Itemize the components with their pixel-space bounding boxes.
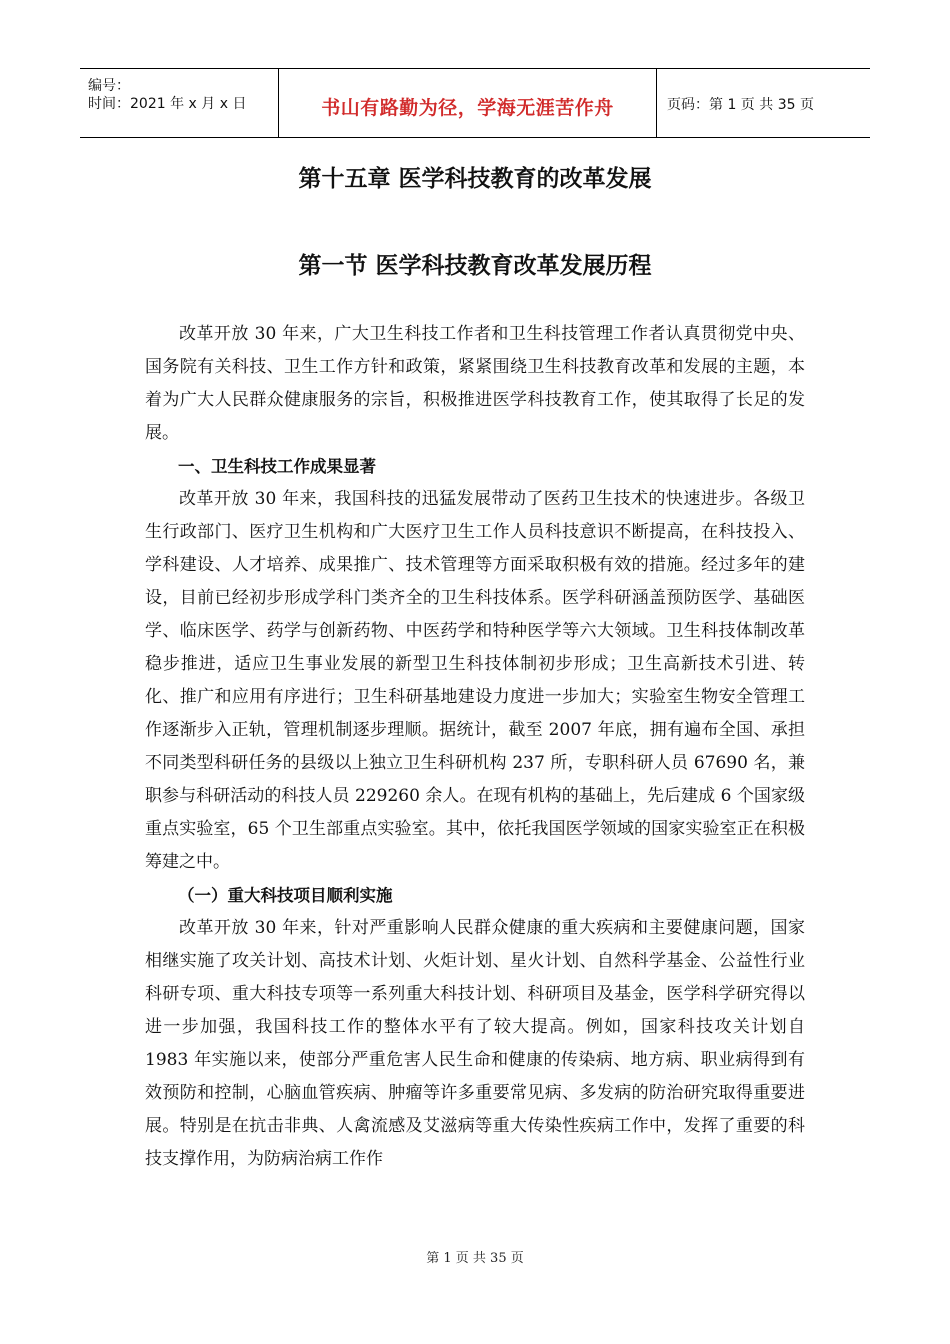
document-time-label: 时间：2021 年 x 月 x 日 (88, 96, 247, 112)
header-page-info: 页码：第 1 页 共 35 页 (667, 97, 814, 113)
header-meta-cell (80, 69, 279, 137)
paragraph: 改革开放 30 年来，我国科技的迅猛发展带动了医药卫生技术的快速进步。各级卫生行政部门、医疗卫生机构和广大医疗卫生工作人员科技意识不断提高，在科技投入、学科建设、人才培养、成果推广、技术管理等方面采取积极有效的措施。经过多年的建设，目前已经初步形成学科门类齐全的卫生科技体系。医学科研涵盖预防医学、基础医学、临床医学、药学与创新药物、中医药学和特种医学等六大领域。卫生科技体制改革稳步推进，适应卫生事业发展的新型卫生科技体制初步形成；卫生高新技术引进、转化、推广和应用有序进行；卫生科研基地建设力度进一步加大；实验室生物安全管理工作逐渐步入正轨，管理机制逐步理顺。据统计，截至 2007 年底，拥有遍布全国、承担不同类型科研任务的县级以上独立卫生科研机构 237 所，专职科研人员 67690 名，兼职参与科研活动的科技人员 229260 余人。在现有机构的基础上，先后建成 6 个国家级重点实验室，65 个卫生部重点实验室。其中，依托我国医学领域的国家实验室正在积极筹建之中。 (145, 489, 805, 872)
section-title: 第一节 医学科技教育改革发展历程 (298, 253, 652, 279)
subsection-heading: 一、卫生科技工作成果显著 (178, 457, 376, 476)
subsection-heading: （一）重大科技项目顺利实施 (178, 886, 393, 905)
paragraph: 改革开放 30 年来，广大卫生科技工作者和卫生科技管理工作者认真贯彻党中央、国务院有关科技、卫生工作方针和政策，紧紧围绕卫生科技教育改革和发展的主题，本着为广大人民群众健康服务的宗旨，积极推进医学科技教育工作，使其取得了长足的发展。 (145, 324, 805, 443)
header-page-cell (657, 69, 870, 137)
chapter-title: 第十五章 医学科技教育的改革发展 (298, 166, 652, 192)
page-footer: 第 1 页 共 35 页 (426, 1251, 524, 1266)
header-motto-cell (279, 69, 657, 137)
document-body (145, 318, 805, 1176)
header-motto: 书山有路勤为径，学海无涯苦作舟 (321, 97, 614, 119)
document-code-label: 编号： (88, 78, 130, 94)
page-header (80, 68, 870, 138)
paragraph: 改革开放 30 年来，针对严重影响人民群众健康的重大疾病和主要健康问题，国家相继实施了攻关计划、高技术计划、火炬计划、星火计划、自然科学基金、公益性行业科研专项、重大科技专项等一系列重大科技计划、科研项目及基金，医学科学研究得以进一步加强，我国科技工作的整体水平有了较大提高。例如，国家科技攻关计划自 1983 年实施以来，使部分严重危害人民生命和健康的传染病、地方病、职业病得到有效预防和控制，心脑血管疾病、肿瘤等许多重要常见病、多发病的防治研究取得重要进展。特别是在抗击非典、人禽流感及艾滋病等重大传染性疾病工作中，发挥了重要的科技支撑作用，为防病治病工作作 (145, 918, 805, 1169)
